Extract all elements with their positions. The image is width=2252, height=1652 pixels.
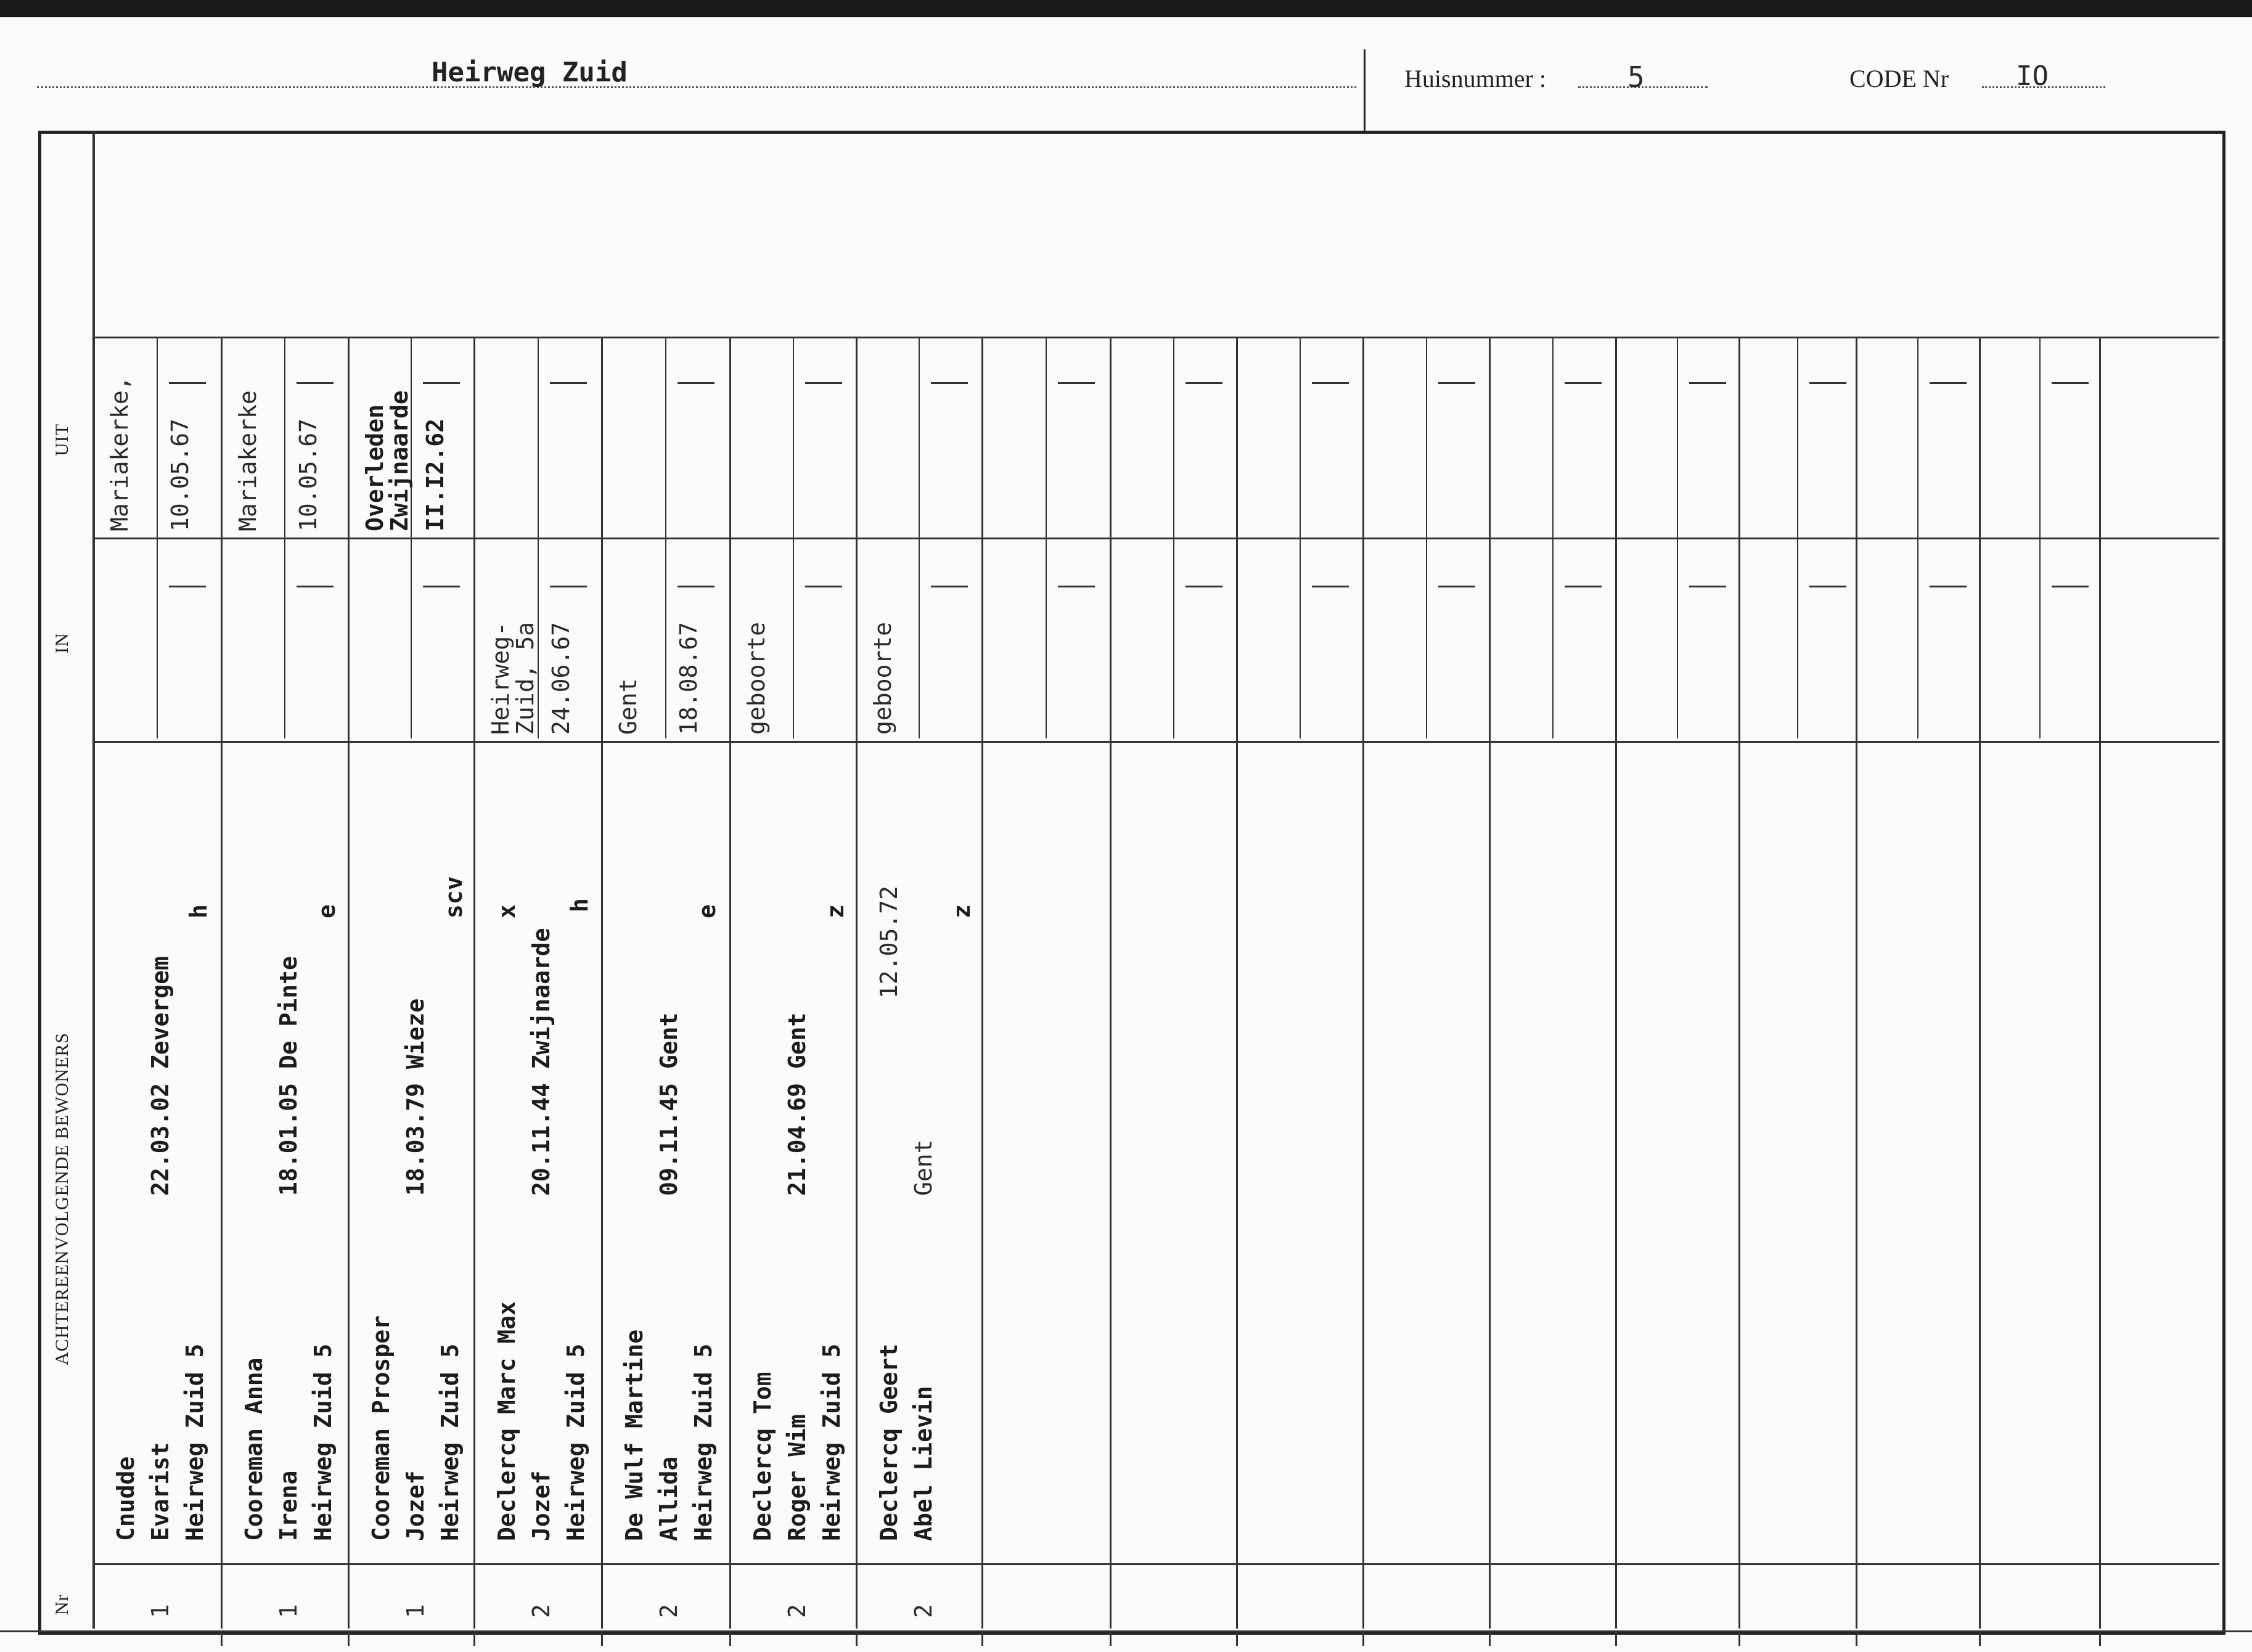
column-line <box>1362 337 1364 1629</box>
empty-dash <box>1689 382 1726 384</box>
empty-dash <box>169 586 206 587</box>
half-divider <box>919 538 920 738</box>
bottom-tick <box>1856 1632 1857 1646</box>
resident-nr: 2 <box>910 1604 937 1618</box>
resident-nr: 1 <box>402 1604 429 1618</box>
column-line <box>348 337 350 1629</box>
resident-name: Cooreman Anna <box>240 1357 268 1541</box>
half-divider <box>1552 337 1554 538</box>
bottom-tick <box>1489 1632 1491 1646</box>
column-line <box>473 337 475 1629</box>
in-date: 24.06.67 <box>547 621 575 735</box>
empty-dash <box>1809 586 1846 587</box>
bottom-tick <box>729 1632 731 1646</box>
bottom-tick <box>601 1632 603 1646</box>
column-line <box>1856 337 1857 1629</box>
resident-address: Heirweg Zuid 5 <box>181 1343 208 1541</box>
empty-dash <box>1930 382 1967 384</box>
empty-dash <box>1438 382 1475 384</box>
in-place-2: Zuid, 5a <box>512 621 539 735</box>
bottom-tick <box>221 1632 223 1646</box>
empty-dash <box>550 586 587 587</box>
in-place: Heirweg- <box>487 621 514 735</box>
column-line <box>856 337 858 1629</box>
row-line-bewoners-nr <box>92 1563 2219 1565</box>
resident-birth: 22.03.02 Zevergem <box>147 956 174 1196</box>
in-place: geboorte <box>869 621 896 735</box>
resident-birth: 09.11.45 Gent <box>655 1012 682 1196</box>
column-line <box>1489 337 1491 1629</box>
half-divider <box>157 538 158 738</box>
half-divider <box>284 337 285 538</box>
empty-dash <box>1185 382 1222 384</box>
half-divider <box>411 538 412 738</box>
empty-dash <box>2052 586 2089 587</box>
bottom-tick <box>2099 1632 2101 1646</box>
bottom-tick <box>1110 1632 1112 1646</box>
empty-dash <box>678 586 714 587</box>
empty-dash <box>805 382 842 384</box>
row-line-in-bewoners <box>92 741 2219 743</box>
resident-first-names: Jozef <box>402 1470 429 1541</box>
empty-dash <box>297 382 334 384</box>
resident-nr: 1 <box>275 1604 302 1618</box>
empty-dash <box>297 586 334 587</box>
resident-code: h <box>185 904 212 918</box>
resident-first-names: Roger Wim <box>784 1414 811 1541</box>
resident-address: Heirweg Zuid 5 <box>436 1343 464 1541</box>
half-divider <box>2039 538 2041 738</box>
half-divider <box>1426 538 1427 738</box>
resident-code: z <box>948 904 975 918</box>
resident-first-names: Irena <box>275 1470 302 1541</box>
empty-dash <box>931 586 968 587</box>
resident-nr: 2 <box>784 1604 811 1618</box>
half-divider <box>1797 538 1798 738</box>
uit-place-2: Zwijnaarde <box>386 390 413 531</box>
half-divider <box>1797 337 1798 538</box>
column-line <box>1110 337 1112 1629</box>
empty-dash <box>423 586 460 587</box>
resident-code: e <box>694 904 721 918</box>
half-divider <box>1677 337 1678 538</box>
bottom-tick <box>1615 1632 1617 1646</box>
half-divider <box>1552 538 1554 738</box>
bottom-tick <box>856 1632 858 1646</box>
resident-code-2: h <box>566 898 593 912</box>
resident-name: Declercq Tom <box>749 1372 776 1541</box>
bottom-tick <box>1362 1632 1364 1646</box>
half-divider <box>2039 337 2041 538</box>
resident-address: Heirweg Zuid 5 <box>562 1343 589 1541</box>
half-divider <box>1046 337 1047 538</box>
empty-dash <box>1565 382 1602 384</box>
half-divider <box>1173 538 1174 738</box>
column-line <box>1979 337 1981 1629</box>
resident-code: e <box>313 904 340 918</box>
uit-date: 10.05.67 <box>295 418 322 531</box>
street-name: Heirweg Zuid <box>432 57 628 88</box>
empty-dash <box>1689 586 1726 587</box>
half-divider <box>665 337 666 538</box>
header-separator <box>1364 49 1366 133</box>
resident-nr: 2 <box>528 1604 555 1618</box>
half-divider <box>1677 538 1678 738</box>
empty-dash <box>1809 382 1846 384</box>
bottom-tick <box>1236 1632 1238 1646</box>
resident-first-names: Allida <box>655 1456 682 1541</box>
empty-dash <box>1058 382 1095 384</box>
uit-place: Mariakerke, <box>106 376 133 531</box>
half-divider <box>1917 538 1918 738</box>
bottom-tick <box>1738 1632 1740 1646</box>
resident-first-names: Jozef <box>528 1470 555 1541</box>
resident-address: Heirweg Zuid 5 <box>690 1343 717 1541</box>
bottom-tick <box>981 1632 983 1646</box>
label-nr: Nr <box>52 1594 72 1615</box>
column-line <box>981 337 983 1629</box>
resident-code: scv <box>440 876 467 918</box>
resident-birth: 18.01.05 De Pinte <box>275 956 302 1196</box>
empty-dash <box>169 382 206 384</box>
top-border <box>0 0 2252 17</box>
resident-name: Declercq Geert <box>875 1343 903 1541</box>
column-line <box>729 337 731 1629</box>
resident-code: z <box>822 904 849 918</box>
label-column-divider <box>92 131 95 1629</box>
empty-dash <box>550 382 587 384</box>
half-divider <box>1300 538 1301 738</box>
column-line <box>1236 337 1238 1629</box>
half-divider <box>919 337 920 538</box>
resident-birth: Gent <box>910 1139 937 1196</box>
uit-date: 10.05.67 <box>166 418 194 531</box>
main-table-frame <box>38 131 2225 1635</box>
bottom-tick <box>1979 1632 1981 1646</box>
half-divider <box>538 337 539 538</box>
resident-name: De Wulf Martine <box>621 1329 648 1541</box>
code-value: IO <box>2016 60 2049 92</box>
resident-first-names: Evarist <box>147 1442 174 1541</box>
half-divider <box>793 538 794 738</box>
empty-dash <box>423 382 460 384</box>
resident-code: x <box>493 904 520 918</box>
column-line <box>601 337 603 1629</box>
uit-place: Overleden <box>361 404 388 531</box>
empty-dash <box>1438 586 1475 587</box>
label-bewoners: ACHTEREENVOLGENDE BEWONERS <box>52 1032 72 1365</box>
code-label: CODE Nr <box>1849 65 1949 92</box>
column-line <box>221 337 223 1629</box>
column-line <box>1615 337 1617 1629</box>
huisnummer-value: 5 <box>1628 60 1645 94</box>
bottom-tick <box>473 1632 475 1646</box>
resident-nr: 2 <box>655 1604 682 1618</box>
resident-birth: 21.04.69 Gent <box>784 1012 811 1196</box>
label-in: IN <box>52 632 72 653</box>
resident-birth-date: 12.05.72 <box>875 885 903 999</box>
street-dotline <box>37 86 1356 88</box>
empty-dash <box>931 382 968 384</box>
half-divider <box>1917 337 1918 538</box>
empty-dash <box>678 382 714 384</box>
empty-dash <box>1312 586 1349 587</box>
resident-name: Cooreman Prosper <box>367 1315 395 1541</box>
resident-address: Heirweg Zuid 5 <box>818 1343 845 1541</box>
resident-birth: 18.03.79 Wieze <box>402 998 429 1196</box>
resident-birth: 20.11.44 Zwijnaarde <box>528 928 555 1196</box>
resident-name: Declercq Marc Max <box>493 1301 520 1541</box>
resident-first-names: Abel Lievin <box>910 1386 937 1541</box>
in-place: Gent <box>615 678 642 735</box>
uit-date: II.I2.62 <box>422 418 449 531</box>
half-divider <box>665 538 666 738</box>
half-divider <box>1426 337 1427 538</box>
uit-place: Mariakerke <box>234 390 261 531</box>
bottom-tick <box>348 1632 350 1646</box>
in-date: 18.08.67 <box>675 621 702 735</box>
column-line <box>1738 337 1740 1629</box>
half-divider <box>284 538 285 738</box>
empty-dash <box>1930 586 1967 587</box>
resident-name: Cnudde <box>112 1456 139 1541</box>
huisnummer-label: Huisnummer : <box>1404 65 1546 92</box>
empty-dash <box>1565 586 1602 587</box>
label-uit: UIT <box>52 423 72 456</box>
empty-dash <box>2052 382 2089 384</box>
empty-dash <box>1312 382 1349 384</box>
half-divider <box>793 337 794 538</box>
empty-dash <box>1058 586 1095 587</box>
empty-dash <box>805 586 842 587</box>
resident-nr: 1 <box>147 1604 174 1618</box>
half-divider <box>1046 538 1047 738</box>
half-divider <box>157 337 158 538</box>
bottom-rule <box>0 1630 2252 1632</box>
empty-dash <box>1185 586 1222 587</box>
column-line <box>2099 337 2101 1629</box>
resident-address: Heirweg Zuid 5 <box>309 1343 337 1541</box>
half-divider <box>1173 337 1174 538</box>
half-divider <box>1300 337 1301 538</box>
in-place: geboorte <box>743 621 770 735</box>
